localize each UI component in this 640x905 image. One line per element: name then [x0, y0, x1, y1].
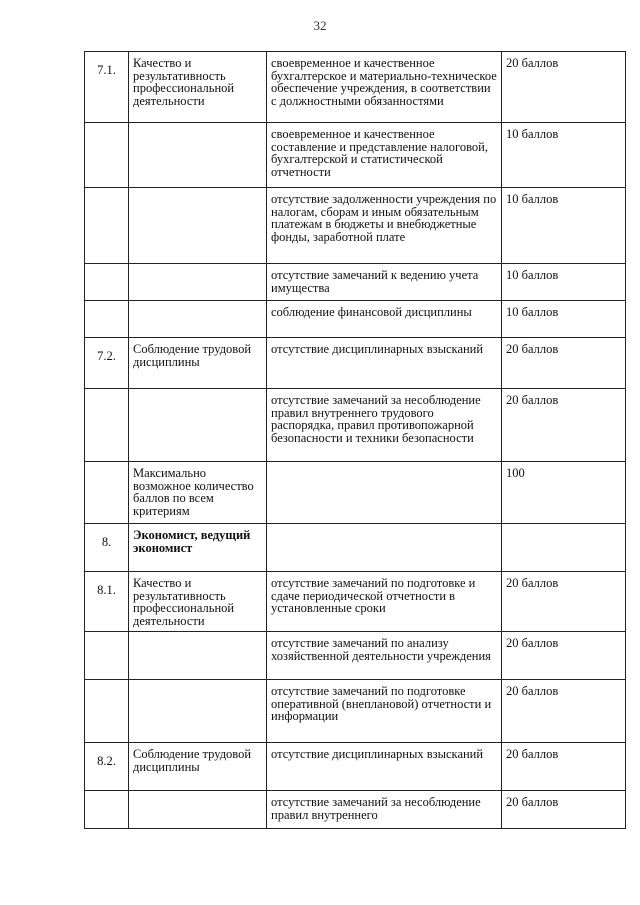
indicator-cell: отсутствие замечаний за несоблюдение правил внутреннего трудового распорядка, правил противопожарной безопасности и техники безопасности	[267, 389, 502, 462]
row-number	[85, 389, 129, 462]
table-row	[85, 791, 626, 829]
points-cell: 20 баллов	[502, 338, 626, 389]
row-number: 8.2.	[85, 743, 129, 791]
indicator-cell: отсутствие дисциплинарных взысканий	[267, 338, 502, 389]
indicator-cell: соблюдение финансовой дисциплины	[267, 301, 502, 338]
row-number	[85, 123, 129, 188]
table-row	[85, 572, 626, 632]
indicator-cell: отсутствие замечаний по подготовке оперативной (внеплановой) отчетности и информации	[267, 680, 502, 743]
table-row	[85, 680, 626, 743]
criterion-cell	[129, 264, 267, 301]
indicator-cell: своевременное и качественное бухгалтерское и материально-техническое обеспечение учреждения, в соответствии с должностными обязанностями	[267, 52, 502, 123]
indicator-cell: отсутствие замечаний по подготовке и сдаче периодической отчетности в установленные сроки	[267, 572, 502, 632]
criterion-cell: Качество и результативность профессиональной деятельности	[129, 572, 267, 632]
points-cell: 20 баллов	[502, 791, 626, 829]
table-row	[85, 264, 626, 301]
criterion-cell	[129, 301, 267, 338]
row-number	[85, 264, 129, 301]
criterion-cell: Соблюдение трудовой дисциплины	[129, 338, 267, 389]
points-cell: 100	[502, 462, 626, 524]
row-number: 7.2.	[85, 338, 129, 389]
criterion-cell	[129, 632, 267, 680]
criterion-cell	[129, 389, 267, 462]
criterion-cell	[129, 123, 267, 188]
row-number: 8.	[85, 524, 129, 572]
criteria-table	[84, 51, 626, 829]
row-number	[85, 462, 129, 524]
table-row	[85, 52, 626, 123]
indicator-cell: отсутствие замечаний за несоблюдение правил внутреннего	[267, 791, 502, 829]
indicator-cell: отсутствие замечаний к ведению учета имущества	[267, 264, 502, 301]
points-cell	[502, 524, 626, 572]
indicator-cell	[267, 524, 502, 572]
criterion-cell: Соблюдение трудовой дисциплины	[129, 743, 267, 791]
criterion-cell	[129, 188, 267, 264]
points-cell: 10 баллов	[502, 264, 626, 301]
row-number	[85, 301, 129, 338]
points-cell: 20 баллов	[502, 632, 626, 680]
points-cell: 20 баллов	[502, 52, 626, 123]
table-row	[85, 632, 626, 680]
indicator-cell: отсутствие дисциплинарных взысканий	[267, 743, 502, 791]
points-cell: 20 баллов	[502, 389, 626, 462]
row-number	[85, 632, 129, 680]
row-number	[85, 680, 129, 743]
table-row	[85, 524, 626, 572]
table-row	[85, 462, 626, 524]
indicator-cell: своевременное и качественное составление и представление налоговой, бухгалтерской и статистической отчетности	[267, 123, 502, 188]
indicator-cell: отсутствие задолженности учреждения по налогам, сборам и иным обязательным платежам в бюджеты и внебюджетные фонды, заработной плате	[267, 188, 502, 264]
table-row	[85, 123, 626, 188]
indicator-cell: отсутствие замечаний по анализу хозяйственной деятельности учреждения	[267, 632, 502, 680]
page-number: 32	[313, 18, 327, 33]
criterion-cell	[129, 791, 267, 829]
row-number	[85, 188, 129, 264]
row-number: 8.1.	[85, 572, 129, 632]
points-cell: 20 баллов	[502, 572, 626, 632]
criterion-cell: Качество и результативность профессиональной деятельности	[129, 52, 267, 123]
points-cell: 10 баллов	[502, 123, 626, 188]
position-heading: Экономист, ведущий экономист	[129, 524, 267, 572]
table-row	[85, 188, 626, 264]
row-number	[85, 791, 129, 829]
table-row	[85, 389, 626, 462]
table-row	[85, 301, 626, 338]
criterion-cell	[129, 680, 267, 743]
table-row	[85, 743, 626, 791]
row-number: 7.1.	[85, 52, 129, 123]
points-cell: 10 баллов	[502, 301, 626, 338]
points-cell: 20 баллов	[502, 743, 626, 791]
criterion-cell: Максимально возможное количество баллов по всем критериям	[129, 462, 267, 524]
indicator-cell	[267, 462, 502, 524]
points-cell: 10 баллов	[502, 188, 626, 264]
points-cell: 20 баллов	[502, 680, 626, 743]
table-row	[85, 338, 626, 389]
